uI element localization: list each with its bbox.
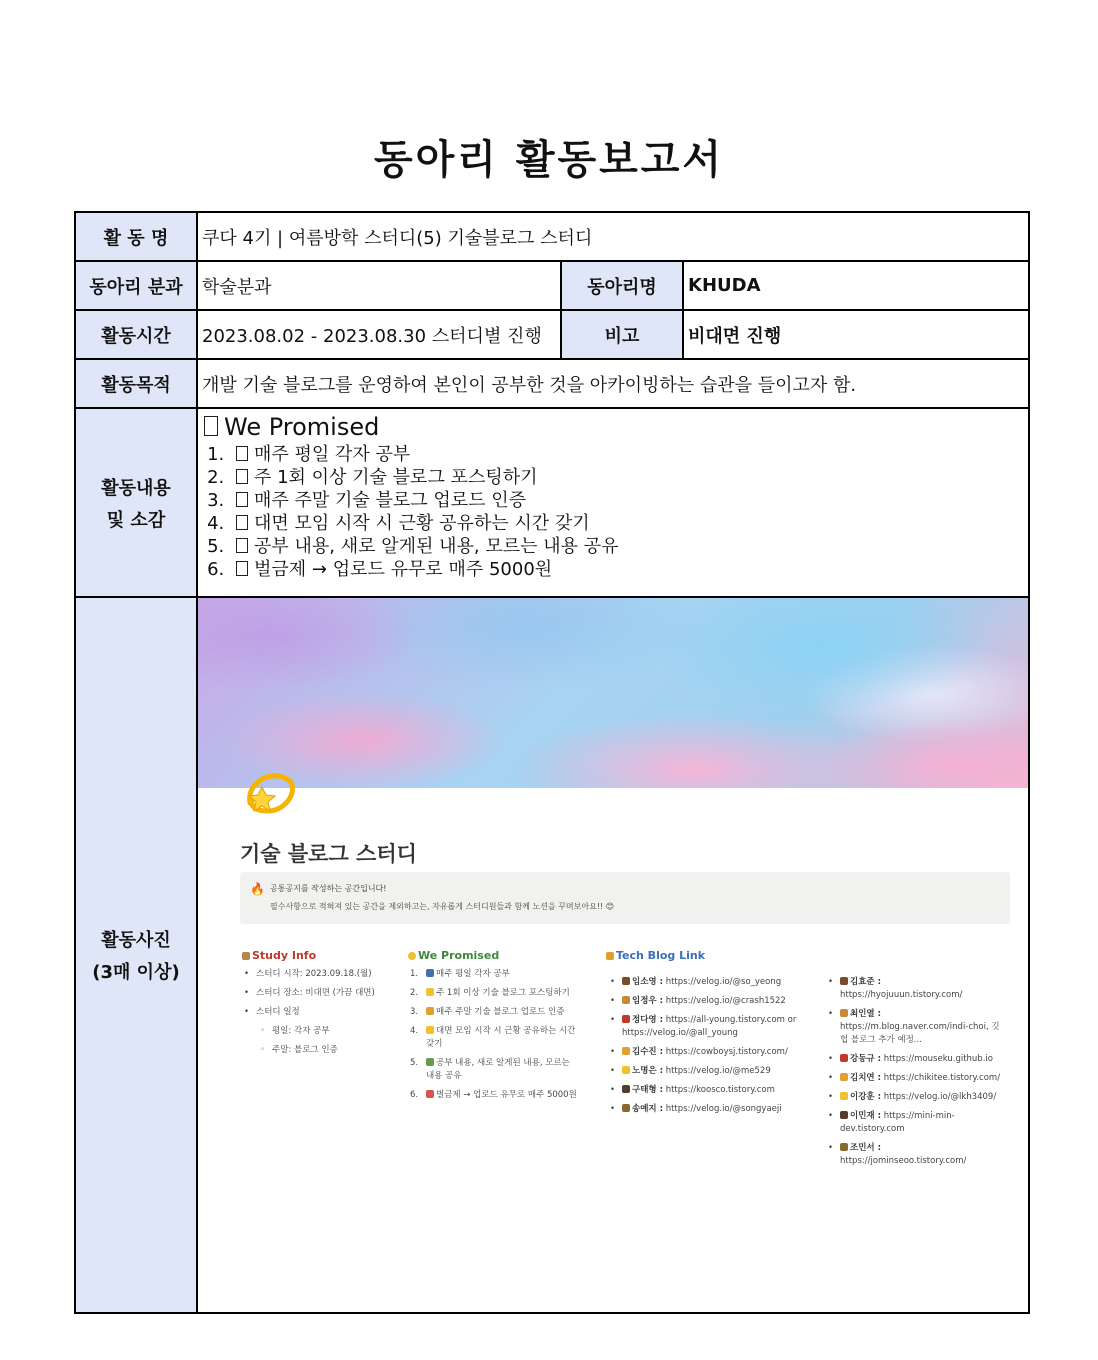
tech-blog-item — [824, 976, 1004, 1002]
report-table — [74, 211, 1030, 1314]
emoji-icon — [426, 1026, 434, 1034]
photo-label — [75, 597, 197, 1313]
promise-item — [230, 489, 1024, 512]
blog-link[interactable]: https://chikitee.tistory.com/ — [883, 1073, 1001, 1083]
callout-line2: 필수사항으로 적혀져 있는 공간을 제외하고는, 자유롭게 스터디원들과 함께 노션을 꾸며보아요!! 😊 — [270, 902, 615, 911]
document-title: 동아리 활동보고서 — [373, 137, 725, 183]
study-info-heading: Study Info — [242, 949, 316, 962]
emoji-icon — [840, 1092, 848, 1100]
emoji-icon — [840, 1073, 848, 1081]
we-promised-text: 공부 내용, 새로 알게된 내용, 모르는 내용 공유 — [426, 1058, 570, 1081]
member-name: 송예지 : — [632, 1104, 663, 1114]
member-name: 정다영 : — [632, 1015, 663, 1025]
emoji-box-icon — [236, 446, 248, 461]
tech-blog-item — [824, 1008, 1004, 1047]
blog-link[interactable]: https://koosco.tistory.com — [665, 1085, 775, 1095]
division-value: 학술분과 — [197, 261, 561, 310]
promise-title-text: We Promised — [224, 413, 380, 441]
study-info-subitem: ◦ 주말: 블로그 인증 — [240, 1044, 390, 1057]
promise-item — [230, 466, 1024, 489]
we-promised-text: 매주 평일 각자 공부 — [436, 969, 510, 979]
tech-blog-item — [606, 976, 806, 989]
item-number: 6. — [410, 1090, 419, 1100]
content-label-line1: 활동내용 — [101, 477, 171, 499]
emoji-icon — [840, 1143, 848, 1151]
member-name: 노명은 : — [632, 1066, 663, 1076]
tech-blog-item — [824, 1053, 1004, 1066]
emoji-icon — [426, 969, 434, 977]
member-name: 김효준 : — [850, 977, 881, 987]
we-promised-item — [410, 1089, 580, 1102]
content-label — [75, 408, 197, 597]
content-value — [197, 408, 1029, 597]
emoji-icon — [622, 996, 630, 1004]
emoji-box-icon — [236, 515, 248, 530]
emoji-icon — [840, 1111, 848, 1119]
blog-link[interactable]: https://velog.io/@crash1522 — [665, 996, 786, 1006]
member-name: 강동규 : — [850, 1054, 881, 1064]
promise-item-text: 주 1회 이상 기술 블로그 포스팅하기 — [254, 467, 538, 488]
study-info-item: • 스터디 일정 — [240, 1006, 390, 1019]
callout-line1: 공통공지를 작성하는 공간입니다! — [270, 884, 387, 893]
we-promised-text: 주 1회 이상 기술 블로그 포스팅하기 — [436, 988, 570, 998]
note-label: 비고 — [561, 310, 683, 359]
promise-item-text: 매주 평일 각자 공부 — [254, 444, 411, 465]
promise-list — [202, 443, 1024, 581]
notion-page-title: 기술 블로그 스터디 — [240, 842, 417, 866]
purpose-value: 개발 기술 블로그를 운영하여 본인이 공부한 것을 아카이빙하는 습관을 들이고자 함. — [197, 359, 1029, 408]
blog-link[interactable]: https://velog.io/@songyaeji — [665, 1104, 782, 1114]
tech-blog-list-left — [606, 976, 806, 1122]
emoji-icon — [840, 1054, 848, 1062]
fire-icon: 🔥 — [250, 882, 265, 896]
blog-link[interactable]: https://m.blog.naver.com/indi-choi, 깃헙 블로그 추가 예정... — [840, 1022, 1000, 1045]
blog-link[interactable]: https://hyojuuun.tistory.com/ — [840, 990, 963, 1000]
tech-blog-item — [606, 1014, 806, 1040]
we-promised-item — [410, 1057, 580, 1083]
cover-image — [198, 598, 1028, 788]
time-label: 활동시간 — [75, 310, 197, 359]
member-name: 최인열 : — [850, 1009, 881, 1019]
we-promised-text: 매주 주말 기술 블로그 업로드 인증 — [436, 1007, 565, 1017]
activity-name-value: 쿠다 4기 | 여름방학 스터디(5) 기술블로그 스터디 — [197, 212, 1029, 261]
activity-name-label: 활 동 명 — [75, 212, 197, 261]
division-label: 동아리 분과 — [75, 261, 197, 310]
construction-worker-icon — [606, 952, 614, 960]
tech-blog-item — [606, 995, 806, 1008]
emoji-icon — [622, 1047, 630, 1055]
item-number: 3. — [410, 1007, 419, 1017]
tech-blog-item — [824, 1091, 1004, 1104]
tech-blog-list-right — [824, 976, 1004, 1174]
emoji-icon — [840, 1009, 848, 1017]
member-name: 구태형 : — [632, 1085, 663, 1095]
member-name: 이강훈 : — [850, 1092, 881, 1102]
tech-blog-item — [606, 1103, 806, 1116]
handshake-icon — [408, 952, 416, 960]
emoji-icon — [426, 1007, 434, 1015]
promise-item — [230, 512, 1024, 535]
member-name: 이민재 : — [850, 1111, 881, 1121]
emoji-icon — [622, 1085, 630, 1093]
member-name: 조민서 : — [850, 1143, 881, 1153]
calendar-icon — [242, 952, 250, 960]
emoji-box-icon — [236, 469, 248, 484]
tech-blog-item — [606, 1084, 806, 1097]
emoji-icon — [426, 988, 434, 996]
item-number: 5. — [410, 1058, 419, 1068]
tech-blog-item — [606, 1046, 806, 1059]
emoji-box-icon — [236, 561, 248, 576]
purpose-label: 활동목적 — [75, 359, 197, 408]
we-promised-text: 벌금제 → 업로드 유무로 매주 5000원 — [436, 1090, 577, 1100]
blog-link[interactable]: https://velog.io/@so_yeong — [665, 977, 782, 987]
we-promised-item — [410, 1025, 580, 1051]
tech-blog-item — [824, 1110, 1004, 1136]
emoji-icon — [622, 977, 630, 985]
tech-blog-item — [824, 1072, 1004, 1085]
we-promised-item — [410, 987, 580, 1000]
study-info-list — [240, 968, 390, 1063]
blog-link[interactable]: https://cowboysj.tistory.com/ — [665, 1047, 788, 1057]
emoji-icon — [426, 1090, 434, 1098]
member-name: 임정우 : — [632, 996, 663, 1006]
emoji-icon — [622, 1066, 630, 1074]
study-info-item: • 스터디 장소: 비대면 (가끔 대면) — [240, 987, 390, 1000]
member-name: 김수진 : — [632, 1047, 663, 1057]
club-name-value: KHUDA — [683, 261, 1029, 310]
emoji-box-icon — [204, 416, 218, 436]
photo-label-line2: (3매 이상) — [92, 962, 180, 983]
item-number: 4. — [410, 1026, 419, 1036]
emoji-box-icon — [236, 538, 248, 553]
blog-link[interactable]: https://velog.io/@me529 — [665, 1066, 771, 1076]
promise-item — [230, 443, 1024, 466]
photo-cell — [197, 597, 1029, 1313]
item-number: 1. — [410, 969, 419, 979]
promise-item — [230, 558, 1024, 581]
photo-label-line1: 활동사진 — [101, 930, 171, 951]
emoji-icon — [426, 1058, 434, 1066]
emoji-icon — [622, 1015, 630, 1023]
promise-item-text: 벌금제 → 업로드 유무로 매주 5000원 — [254, 559, 553, 580]
promise-item-text: 매주 주말 기술 블로그 업로드 인증 — [254, 490, 527, 511]
emoji-icon — [622, 1104, 630, 1112]
blog-link[interactable]: https://mini-min-dev.tistory.com — [840, 1111, 955, 1134]
tech-blog-item — [824, 1142, 1004, 1168]
study-info-subitem: ◦ 평일: 각자 공부 — [240, 1025, 390, 1038]
member-name: 임소영 : — [632, 977, 663, 987]
club-name-label: 동아리명 — [561, 261, 683, 310]
we-promised-item — [410, 1006, 580, 1019]
member-name: 김치연 : — [850, 1073, 881, 1083]
tech-blog-heading: Tech Blog Link — [606, 949, 705, 962]
study-info-item: • 스터디 시작: 2023.09.18.(월) — [240, 968, 390, 981]
promise-item-text: 공부 내용, 새로 알게된 내용, 모르는 내용 공유 — [254, 536, 619, 557]
blog-link[interactable]: https://velog.io/@lkh3409/ — [883, 1092, 997, 1102]
promise-heading — [202, 413, 1024, 441]
item-number: 2. — [410, 988, 419, 998]
dizzy-star-icon — [242, 763, 298, 819]
promise-item — [230, 535, 1024, 558]
blog-link[interactable]: https://all-young.tistory.com or https://velog.io/@all_young — [622, 1015, 797, 1038]
we-promised-heading: We Promised — [408, 949, 499, 962]
we-promised-item — [410, 968, 580, 981]
promise-item-text: 대면 모임 시작 시 근황 공유하는 시간 갖기 — [254, 513, 590, 534]
blog-link[interactable]: https://jominseoo.tistory.com/ — [840, 1156, 967, 1166]
blog-link[interactable]: https://mouseku.github.io — [883, 1054, 993, 1064]
emoji-box-icon — [236, 492, 248, 507]
callout-box — [240, 872, 1010, 924]
tech-blog-item — [606, 1065, 806, 1078]
time-value: 2023.08.02 - 2023.08.30 스터디별 진행 — [197, 310, 561, 359]
we-promised-text: 대면 모임 시작 시 근황 공유하는 시간 갖기 — [426, 1026, 576, 1049]
we-promised-list — [410, 968, 580, 1108]
note-value: 비대면 진행 — [683, 310, 1029, 359]
emoji-icon — [840, 977, 848, 985]
content-label-line2: 및 소감 — [106, 509, 166, 531]
